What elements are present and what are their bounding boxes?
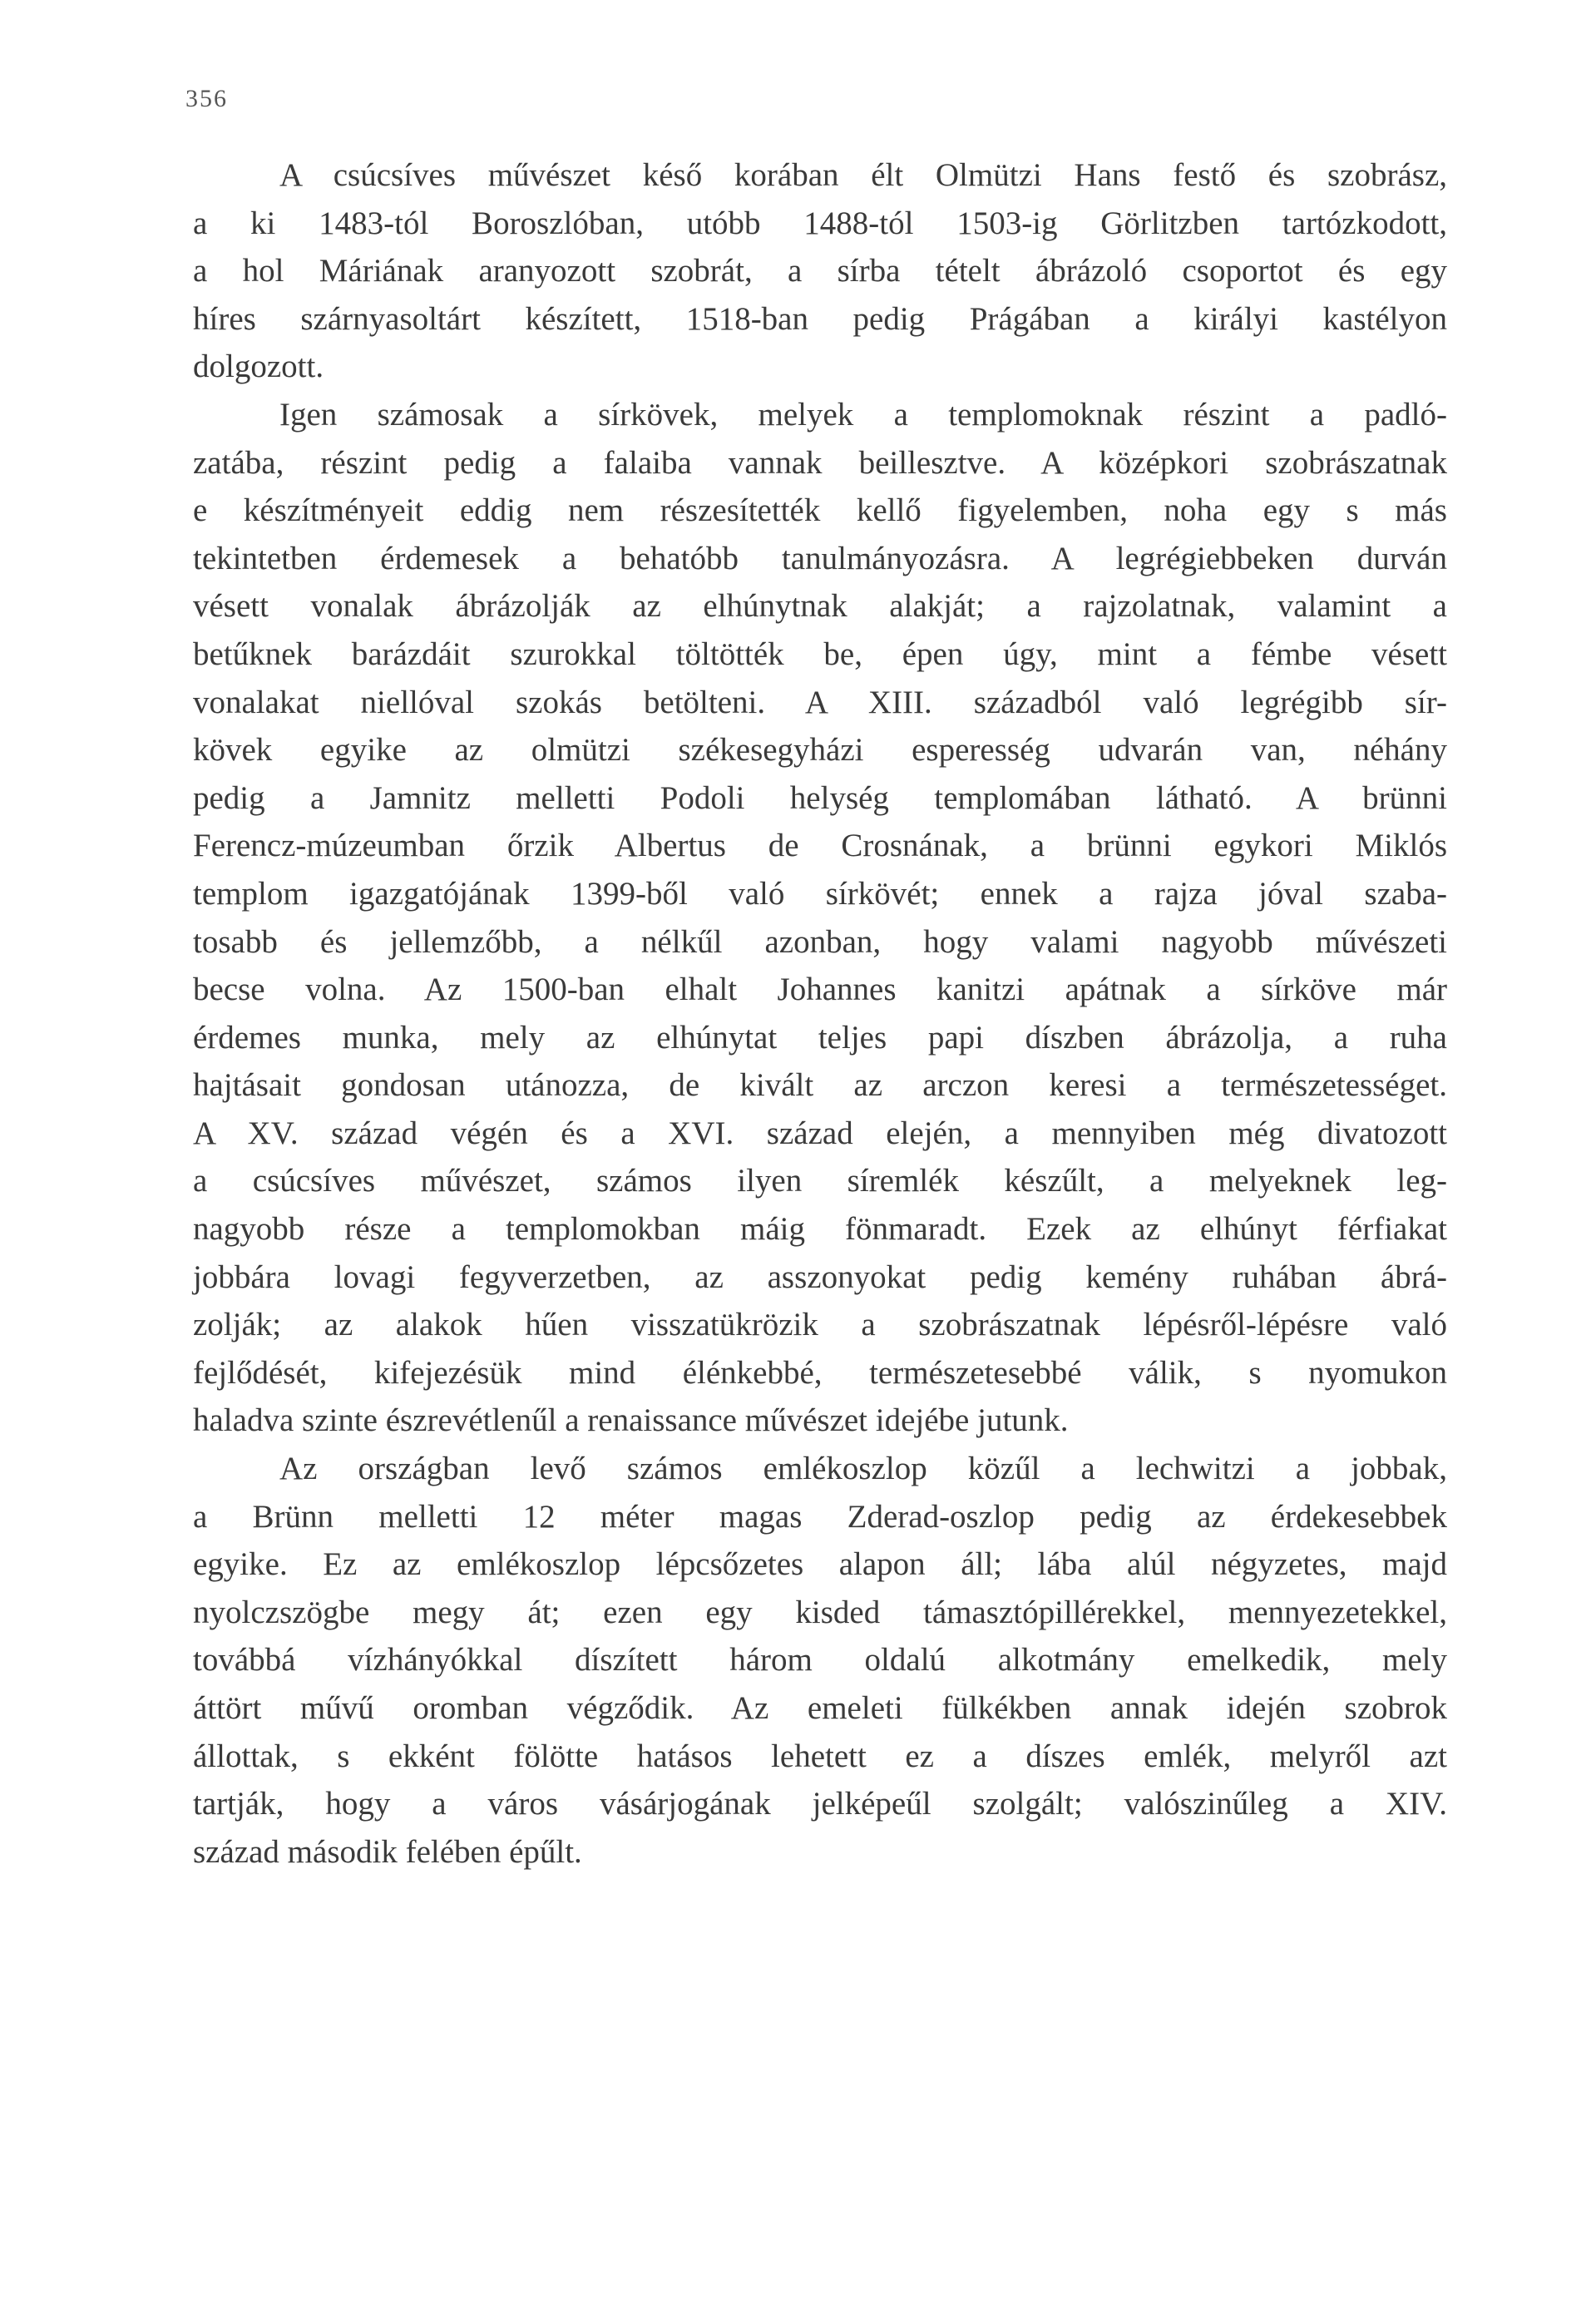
text-line: hajtásait gondosan utánozza, de kivált az arczon keresi a természetességet. — [193, 1067, 1447, 1104]
text-line: áttört művű oromban végződik. Az emeleti fülkékben annak idején szobrok — [193, 1690, 1447, 1726]
text-line: tosabb és jellemzőbb, a nélkűl azonban, hogy valami nagyobb művészeti — [193, 923, 1447, 960]
text-line: állottak, s ekként fölötte hatásos lehetett ez a díszes emlék, melyről azt — [193, 1738, 1447, 1774]
text-line: híres szárnyasoltárt készített, 1518-ban pedig Prágában a királyi kastélyon — [193, 300, 1447, 337]
text-line: dolgozott. — [193, 349, 324, 385]
text-line: becse volna. Az 1500-ban elhalt Johannes kanitzi apátnak a sírköve már — [193, 972, 1447, 1008]
text-line: a csúcsíves művészet, számos ilyen síremlék készűlt, a melyeknek leg- — [193, 1163, 1447, 1199]
text-line: vonalakat niellóval szokás betölteni. A XIII. századból való legrégibb sír- — [193, 684, 1447, 720]
text-line: a hol Máriának aranyozott szobrát, a sírba tételt ábrázoló csoportot és egy — [193, 253, 1447, 289]
page-number: 356 — [185, 85, 228, 112]
text-line: nyolczszögbe megy át; ezen egy kisded támasztópillérekkel, mennyezetekkel, — [193, 1594, 1447, 1630]
text-line: A XV. század végén és a XVI. század elején, a mennyiben még divatozott — [193, 1115, 1447, 1151]
text-line: a ki 1483-tól Boroszlóban, utóbb 1488-tól 1503-ig Görlitzben tartózkodott, — [193, 205, 1447, 241]
text-line: e készítményeit eddig nem részesítették kellő figyelemben, noha egy s más — [193, 492, 1447, 529]
text-line: a Brünn melletti 12 méter magas Zderad-oszlop pedig az érdekesebbek — [193, 1498, 1447, 1535]
text-line: jobbára lovagi fegyverzetben, az asszonyokat pedig kemény ruhában ábrá- — [193, 1258, 1447, 1295]
text-line: templom igazgatójának 1399-ből való sírkövét; ennek a rajza jóval szaba- — [193, 875, 1447, 912]
text-line: zolják; az alakok hűen visszatükrözik a szobrászatnak lépésről-lépésre való — [193, 1307, 1447, 1343]
text-line: Igen számosak a sírkövek, melyek a templomoknak részint a padló- — [279, 396, 1447, 433]
text-line: A csúcsíves művészet késő korában élt Olmützi Hans festő és szobrász, — [279, 157, 1447, 193]
text-line: nagyobb része a templomokban máig fönmaradt. Ezek az elhúnyt férfiakat — [193, 1211, 1447, 1248]
text-line: Az országban levő számos emlékoszlop közűl a lechwitzi a jobbak, — [279, 1451, 1447, 1487]
text-line: kövek egyike az olmützi székesegyházi esperesség udvarán van, néhány — [193, 732, 1447, 769]
text-line: vésett vonalak ábrázolják az elhúnytnak alakját; a rajzolatnak, valamint a — [193, 588, 1447, 625]
text-line: egyike. Ez az emlékoszlop lépcsőzetes alapon áll; lába alúl négyzetes, majd — [193, 1546, 1447, 1583]
body-text — [193, 151, 1447, 1876]
text-line: zatába, részint pedig a falaiba vannak beillesztve. A középkori szobrászatnak — [193, 444, 1447, 481]
text-line: pedig a Jamnitz melletti Podoli helység templomában látható. A brünni — [193, 779, 1447, 816]
text-line: tekintetben érdemesek a behatóbb tanulmányozásra. A legrégiebbeken durván — [193, 540, 1447, 576]
text-line: század második felében épűlt. — [193, 1833, 582, 1870]
text-line: haladva szinte észrevétlenűl a renaissance művészet idejébe jutunk. — [193, 1402, 1069, 1439]
text-line: fejlődését, kifejezésük mind élénkebbé, természetesebbé válik, s nyomukon — [193, 1354, 1447, 1391]
text-line: Ferencz-múzeumban őrzik Albertus de Crosnának, a brünni egykori Miklós — [193, 828, 1447, 864]
text-line: érdemes munka, mely az elhúnytat teljes papi díszben ábrázolja, a ruha — [193, 1019, 1447, 1056]
text-line: tartják, hogy a város vásárjogának jelképeűl szolgált; valószinűleg a XIV. — [193, 1786, 1447, 1822]
text-line: betűknek barázdáit szurokkal töltötték be, épen úgy, mint a fémbe vésett — [193, 635, 1447, 672]
text-line: továbbá vízhányókkal díszített három oldalú alkotmány emelkedik, mely — [193, 1642, 1447, 1679]
